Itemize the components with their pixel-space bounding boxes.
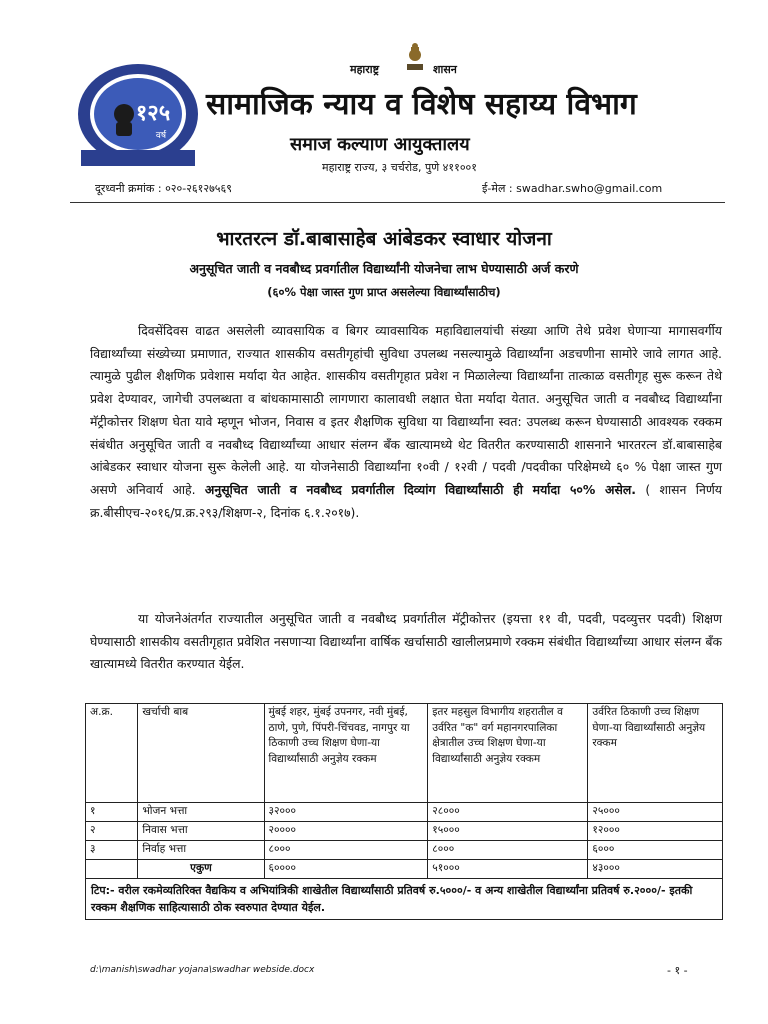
- table-cell: निवास भत्ता: [138, 822, 264, 841]
- table-cell: २००००: [264, 822, 428, 841]
- header-divisional-amount: इतर महसुल विभागीय शहरातील व उर्वरित "क" वर्ग महानगरपालिका क्षेत्रातील उच्च शिक्षण घेणा-या विद्यार्थ्यांसाठी अनुज्ञेय रक्कम: [428, 704, 588, 803]
- office-name: समाज कल्याण आयुक्तालय: [290, 134, 470, 155]
- header-expense-item: खर्चाची बाब: [138, 704, 264, 803]
- table-cell: १२०००: [588, 822, 723, 841]
- table-cell: ३२०००: [264, 803, 428, 822]
- table-cell: २५०००: [588, 803, 723, 822]
- email-address: ई-मेल : swadhar.swho@gmail.com: [482, 182, 663, 195]
- header-metro-amount: मुंबई शहर, मुंबई उपनगर, नवी मुंबई, ठाणे, पुणे, पिंपरी-चिंचवड, नागपुर या ठिकाणी उच्च शिक्षण घेणा-या विद्यार्थ्यांसाठी अनुज्ञेय रक्कम: [264, 704, 428, 803]
- table-cell: ८०००: [264, 841, 428, 860]
- table-row: [86, 803, 723, 822]
- state-name: महाराष्ट्र: [350, 63, 380, 76]
- table-cell: १: [86, 803, 138, 822]
- table-cell: भोजन भत्ता: [138, 803, 264, 822]
- table-cell: ८०००: [428, 841, 588, 860]
- total-divisional: ५१०००: [428, 860, 588, 879]
- table-cell: ६०००: [588, 841, 723, 860]
- table-cell: [86, 860, 138, 879]
- intro-text: दिवसेंदिवस वाढत असलेली व्यावसायिक व बिगर व्यावसायिक महाविद्यालयांची संख्या आणि तेथे प्रवेश घेणाऱ्या मागासवर्गीय विद्यार्थ्यांच्या संख्येच्या प्रमाणात, राज्यात शासकीय वसतीगृहांची सुविधा उपलब्ध नसल्यामुळे विद्यार्थ्यांना अडचणीना सामोरे जावे लागत आहे. त्यामुळे पुढील शैक्षणिक प्रवेशास मर्यादा येत आहेत. शासकीय वसतीगृहात प्रवेश न मिळालेल्या विद्यार्थ्यांना तात्काळ वसतीगृह सुरू करून तेथे प्रवेश देण्यावर, जागेची उपलब्धता व बांधकामासाठी लागणारा कालावधी लक्षात घेता मर्यादा येतात. अनुसूचित जाती व नवबौध्द विद्यार्थ्यांना मॅट्रीकोत्तर शिक्षण घेता यावे म्हणून भोजन, निवास व इतर शैक्षणिक सुविधा या विद्यार्थ्यांना स्वत: उपलब्ध करून घेण्यासाठी आवश्यक रक्कम संबंधीत अनुसूचित जाती व नवबौध्द विद्यार्थ्यांच्या आधार संलग्न बँक खात्यामध्ये थेट वितरीत करण्यासाठी शासनाने भारतरत्न डॉ.बाबासाहेब आंबेडकर स्वाधार योजना सुरू केलेली आहे. या योजनेसाठी विद्यार्थ्यांना १०वी / १२वी / पदवी /पदवीका परिक्षेमध्ये ६० % पेक्षा जास्त गुण असणे अनिवार्य आहे.: [90, 323, 722, 497]
- department-name: सामाजिक न्याय व विशेष सहाय्य विभाग: [206, 87, 637, 122]
- page-number: - १ -: [667, 964, 688, 977]
- table-cell: निर्वाह भत्ता: [138, 841, 264, 860]
- total-metro: ६००००: [264, 860, 428, 879]
- file-path: d:\manish\swadhar yojana\swadhar webside.docx: [90, 965, 315, 975]
- intro-paragraph: [90, 320, 722, 524]
- logo-number: १२५: [135, 101, 171, 126]
- allowance-table: [85, 703, 723, 920]
- scheme-title: भारतरत्न डॉ.बाबासाहेब आंबेडकर स्वाधार योजना: [216, 228, 552, 250]
- table-cell: ३: [86, 841, 138, 860]
- disability-limit-text: अनुसूचित जाती व नवबौध्द प्रवर्गातील दिव्यांग विद्यार्थ्यांसाठी ही मर्यादा ५०% असेल.: [204, 481, 636, 497]
- scheme-details-paragraph: या योजनेअंतर्गत राज्यातील अनुसूचित जाती व नवबौध्द प्रवर्गातील मॅट्रीकोत्तर (इयत्ता ११ वी, पदवी, पदव्युत्तर पदवी) शिक्षण घेण्यासाठी शासकीय वसतीगृहात प्रवेशित नसणाऱ्या विद्यार्थ्यांना वार्षिक खर्चासाठी खालीलप्रमाणे रक्कम संबंधीत विद्यार्थ्यांच्या आधार संलग्न बँक खात्यामध्ये वितरीत करण्यात येईल.: [90, 611, 722, 672]
- phone-number: दूरध्वनी क्रमांक : ०२०-२६१२७५६९: [95, 182, 232, 195]
- header-divider: [70, 202, 725, 203]
- government-resolution-ref: ( शासन निर्णय क्र.बीसीएच-२०१६/प्र.क्र.२९३/शिक्षण-२, दिनांक ६.१.२०१७).: [90, 481, 722, 520]
- table-cell: २८०००: [428, 803, 588, 822]
- office-address: महाराष्ट्र राज्य, ३ चर्चरोड, पुणे ४११००१: [322, 161, 477, 174]
- table-note: टिप:- वरील रकमेव्यतिरिक्त वैद्यकिय व अभियांत्रिकी शाखेतील विद्यार्थ्यांसाठी प्रतिवर्ष रु.५०००/- व अन्य शाखेतील विद्यार्थ्यांना प्रतिवर्ष रु.२०००/- इतकी रक्कम शैक्षणिक साहित्यासाठी ठोक स्वरुपात देण्यात येईल.: [86, 879, 723, 920]
- logo-label: वर्ष: [155, 131, 167, 141]
- eligibility-note: (६०% पेक्षा जास्त गुण प्राप्त असलेल्या विद्यार्थ्यांसाठीच): [267, 285, 501, 299]
- table-note-row: [86, 879, 723, 920]
- department-logo: [75, 62, 201, 172]
- table-row: [86, 822, 723, 841]
- header-serial: अ.क्र.: [86, 704, 138, 803]
- government-label: शासन: [433, 63, 457, 76]
- table-total-row: [86, 860, 723, 879]
- table-cell: १५०००: [428, 822, 588, 841]
- table-row: [86, 841, 723, 860]
- total-label: एकुण: [138, 860, 264, 879]
- total-other: ४३०००: [588, 860, 723, 879]
- state-emblem-icon: [404, 42, 426, 72]
- scheme-subtitle: अनुसूचित जाती व नवबौध्द प्रवर्गातील विद्यार्थ्यांनी योजनेचा लाभ घेण्यासाठी अर्ज करणे: [189, 261, 579, 276]
- table-header-row: [86, 704, 723, 803]
- header-other-amount: उर्वरित ठिकाणी उच्च शिक्षण घेणा-या विद्यार्थ्यांसाठी अनुज्ञेय रक्कम: [588, 704, 723, 803]
- table-cell: २: [86, 822, 138, 841]
